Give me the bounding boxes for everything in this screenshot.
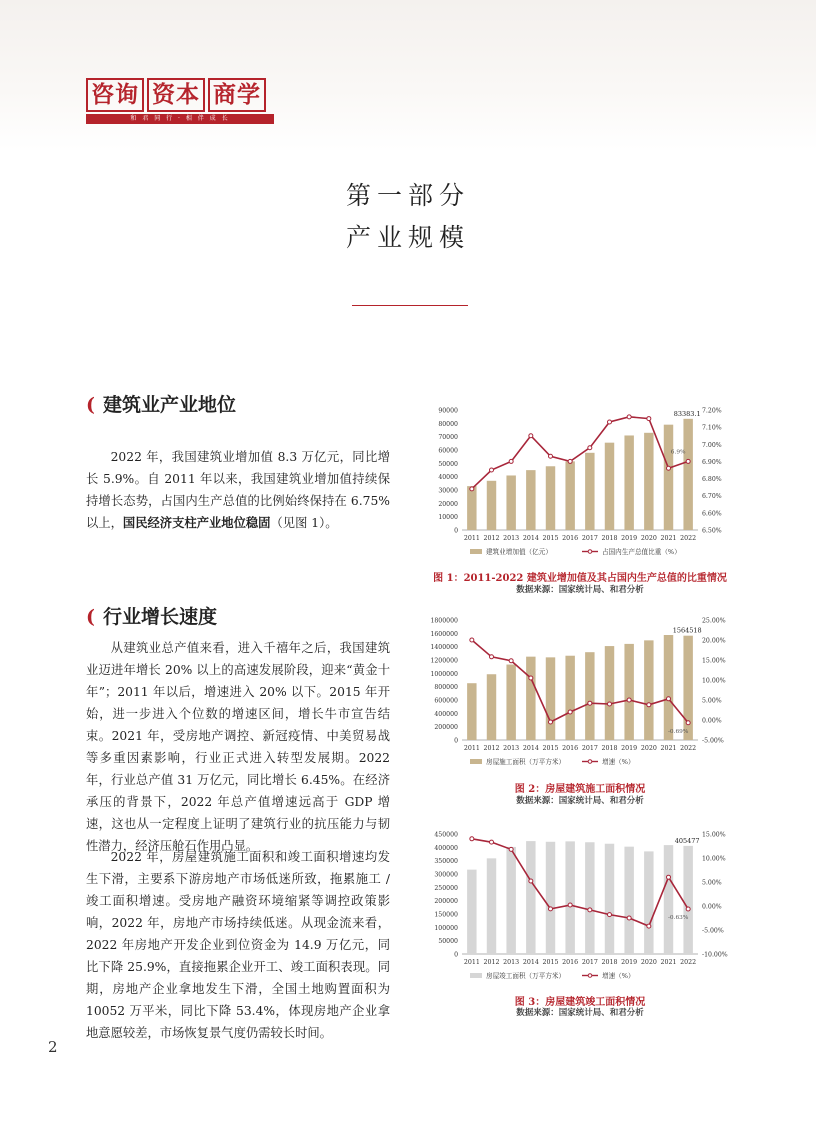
line-point <box>549 720 553 724</box>
data-label: 1564518 <box>672 626 702 635</box>
bar <box>585 453 594 530</box>
bar <box>506 665 515 740</box>
section-heading-2-text: 行业增长速度 <box>103 606 218 628</box>
bar <box>506 475 515 530</box>
logo-tagline: 和 君 同 行 · 相 伴 成 长 <box>86 114 274 124</box>
y-tick-left: 60000 <box>438 447 458 455</box>
chart-1 <box>420 402 740 564</box>
line-point <box>647 924 651 928</box>
data-label: 405477 <box>674 836 700 845</box>
x-tick-label: 2019 <box>621 959 638 966</box>
section-bullet-icon: ( <box>86 606 95 628</box>
y-tick-left: 90000 <box>438 407 458 415</box>
y-tick-right: -5.00% <box>702 737 724 745</box>
x-tick-label: 2018 <box>601 959 618 966</box>
y-tick-left: 1200000 <box>430 657 458 665</box>
series-line <box>472 640 688 723</box>
part-title: 第一部分 <box>345 181 470 210</box>
figure-1-caption: 图 1：2011-2022 建筑业增加值及其占国内生产总值的比重情况 <box>433 573 727 584</box>
x-tick-label: 2011 <box>463 745 480 752</box>
series-line <box>472 417 688 489</box>
x-tick-label: 2022 <box>680 745 697 752</box>
bar <box>565 461 574 530</box>
line-point <box>509 459 513 463</box>
bar <box>565 656 574 740</box>
y-tick-left: 1000000 <box>430 670 458 678</box>
logo-text-1: 咨询 <box>86 78 144 112</box>
bar <box>487 481 496 530</box>
x-tick-label: 2011 <box>463 535 480 542</box>
x-tick-label: 2014 <box>522 745 539 752</box>
x-tick-label: 2017 <box>581 535 598 542</box>
y-tick-left: 40000 <box>438 474 458 482</box>
section-1-text-bold: 国民经济支柱产业地位稳固 <box>122 515 271 530</box>
x-tick-label: 2018 <box>601 535 618 542</box>
y-tick-left: 600000 <box>434 697 458 705</box>
x-tick-label: 2016 <box>562 535 579 542</box>
data-label: -0.69% <box>667 728 689 735</box>
part-subtitle: 产业规模 <box>345 223 470 252</box>
y-tick-left: 100000 <box>434 924 458 932</box>
legend-marker <box>588 550 592 554</box>
figure-2-source: 数据来源：国家统计局、和君分析 <box>516 796 644 806</box>
line-point <box>490 655 494 659</box>
y-tick-left: 250000 <box>434 884 458 892</box>
y-tick-left: 150000 <box>434 911 458 919</box>
y-tick-left: 1400000 <box>430 644 458 652</box>
line-point <box>667 875 671 879</box>
x-tick-label: 2013 <box>503 535 520 542</box>
y-tick-right: 20.00% <box>702 637 726 645</box>
figure-2-caption: 图 2：房屋建筑施工面积情况 <box>514 784 646 795</box>
bar <box>605 844 614 954</box>
bar <box>683 419 692 530</box>
line-point <box>686 721 690 725</box>
x-tick-label: 2013 <box>503 959 520 966</box>
line-point <box>509 659 513 663</box>
legend-label: 房屋施工面积（万平方米） <box>486 758 566 766</box>
bar <box>526 657 535 740</box>
x-tick-label: 2015 <box>542 745 559 752</box>
x-tick-label: 2022 <box>680 959 697 966</box>
chart-2 <box>420 612 740 774</box>
legend-label: 占国内生产总值比重（%） <box>602 548 681 556</box>
line-point <box>470 487 474 491</box>
legend-label: 增速（%） <box>602 972 635 980</box>
y-tick-left: 400000 <box>434 844 458 852</box>
x-tick-label: 2019 <box>621 535 638 542</box>
x-tick-label: 2018 <box>601 745 618 752</box>
y-tick-right: 5.00% <box>702 697 722 705</box>
y-tick-right: 5.00% <box>702 879 722 887</box>
bar <box>546 466 555 530</box>
y-tick-right: 7.00% <box>702 441 722 449</box>
section-heading-1-text: 建筑业产业地位 <box>103 394 237 416</box>
line-point <box>647 703 651 707</box>
bar <box>605 443 614 530</box>
x-tick-label: 2019 <box>621 745 638 752</box>
bar <box>683 846 692 954</box>
y-tick-left: 50000 <box>438 938 458 946</box>
line-point <box>568 459 572 463</box>
x-tick-label: 2021 <box>660 959 677 966</box>
line-point <box>529 434 533 438</box>
y-tick-left: 450000 <box>434 831 458 839</box>
x-tick-label: 2020 <box>640 959 657 966</box>
data-label: 83383.1 <box>673 409 701 418</box>
y-tick-left: 0 <box>454 951 458 959</box>
y-tick-right: -5.00% <box>702 927 724 935</box>
bar <box>546 842 555 954</box>
x-tick-label: 2016 <box>562 959 579 966</box>
page-number: 2 <box>48 1038 58 1056</box>
logo-text-3: 商学 <box>208 78 266 112</box>
line-point <box>529 676 533 680</box>
line-point <box>667 697 671 701</box>
y-tick-left: 1800000 <box>430 617 458 625</box>
x-tick-label: 2014 <box>522 959 539 966</box>
y-tick-left: 10000 <box>438 514 458 522</box>
y-tick-left: 400000 <box>434 710 458 718</box>
legend-label: 建筑业增加值（亿元） <box>486 548 552 556</box>
x-tick-label: 2012 <box>483 959 500 966</box>
x-tick-label: 2022 <box>680 535 697 542</box>
bar <box>624 435 633 530</box>
bar <box>546 657 555 740</box>
chart-3 <box>420 826 740 988</box>
y-tick-left: 0 <box>454 527 458 535</box>
x-tick-label: 2014 <box>522 535 539 542</box>
legend-marker <box>588 760 592 764</box>
bar <box>565 841 574 954</box>
bar <box>644 433 653 530</box>
y-tick-left: 20000 <box>438 500 458 508</box>
y-tick-right: 10.00% <box>702 677 726 685</box>
x-tick-label: 2013 <box>503 745 520 752</box>
x-tick-label: 2021 <box>660 745 677 752</box>
section-1-paragraph <box>86 446 390 534</box>
figure-3-source: 数据来源：国家统计局、和君分析 <box>516 1008 644 1018</box>
x-tick-label: 2011 <box>463 959 480 966</box>
x-tick-label: 2015 <box>542 535 559 542</box>
series-line <box>472 839 688 926</box>
section-bullet-icon: ( <box>86 394 95 416</box>
y-tick-right: 0.00% <box>702 717 722 725</box>
line-point <box>549 907 553 911</box>
bar <box>644 851 653 954</box>
line-point <box>647 417 651 421</box>
line-point <box>549 454 553 458</box>
bar <box>585 842 594 954</box>
y-tick-right: 0.00% <box>702 903 722 911</box>
y-tick-right: 6.50% <box>702 527 722 535</box>
y-tick-right: 10.00% <box>702 855 726 863</box>
bar <box>664 635 673 740</box>
legend-marker <box>588 974 592 978</box>
line-point <box>627 415 631 419</box>
bar <box>506 847 515 954</box>
x-tick-label: 2020 <box>640 745 657 752</box>
line-point <box>608 702 612 706</box>
line-point <box>470 638 474 642</box>
y-tick-right: 6.90% <box>702 458 722 466</box>
line-point <box>470 837 474 841</box>
y-tick-left: 350000 <box>434 858 458 866</box>
y-tick-left: 800000 <box>434 684 458 692</box>
legend-label: 增速（%） <box>602 758 635 766</box>
x-tick-label: 2016 <box>562 745 579 752</box>
y-tick-left: 300000 <box>434 871 458 879</box>
section-2-paragraph-2: 2022 年，房屋建筑施工面积和竣工面积增速均发生下滑，主要系下游房地产市场低迷所致，拖累施工 / 竣工面积增速。受房地产融资环境缩紧等调控政策影响，2022 年，房地产市场持续低迷。从现金流来看，2022 年房地产开发企业到位资金为 14.9 万亿元，同比下降 25.9%，直接拖累企业开工、竣工面积表现。同期，房地产企业拿地发生下滑，全国土地购置面积为 10052 万平米，同比下降 53.4%，体现房地产企业拿地意愿较差，市场恢复景气度仍需较长时间。 <box>86 850 390 1040</box>
bar <box>467 683 476 740</box>
y-tick-right: 6.60% <box>702 510 722 518</box>
y-tick-right: 15.00% <box>702 657 726 665</box>
line-point <box>608 913 612 917</box>
bar <box>644 640 653 740</box>
x-tick-label: 2015 <box>542 959 559 966</box>
y-tick-right: 15.00% <box>702 831 726 839</box>
line-point <box>667 466 671 470</box>
y-tick-left: 30000 <box>438 487 458 495</box>
y-tick-right: 7.20% <box>702 407 722 415</box>
line-point <box>568 903 572 907</box>
y-tick-right: 6.80% <box>702 476 722 484</box>
line-point <box>588 701 592 705</box>
line-point <box>568 710 572 714</box>
line-point <box>588 446 592 450</box>
line-point <box>490 468 494 472</box>
line-point <box>627 916 631 920</box>
line-point <box>686 459 690 463</box>
section-1-text-a: 2022 年，我国建筑业增加值 8.3 万亿元，同比增长 5.9%。自 2011 年以来，我国建筑业增加值持续保持增长态势，占国内生产总值的比例始终保持在 6.75% 以上， <box>86 450 390 530</box>
x-tick-label: 2021 <box>660 535 677 542</box>
line-point <box>686 907 690 911</box>
logo-text-2: 资本 <box>147 78 205 112</box>
bar <box>585 652 594 740</box>
y-tick-left: 50000 <box>438 460 458 468</box>
y-tick-left: 200000 <box>434 724 458 732</box>
legend-swatch-bar <box>470 759 482 764</box>
figure-3-caption: 图 3：房屋建筑竣工面积情况 <box>514 997 646 1008</box>
y-tick-left: 1600000 <box>430 630 458 638</box>
section-1-text-b: （见图 1）。 <box>270 516 338 530</box>
line-point <box>509 847 513 851</box>
x-tick-label: 2012 <box>483 535 500 542</box>
section-2-paragraph-1: 从建筑业总产值来看，进入千禧年之后，我国建筑业迈进年增长 20% 以上的高速发展阶段，迎来“黄金十年”；2011 年以后，增速进入 20% 以下。2015 年开始，进一步进入个位数的增速区间，增长牛市宣告结束。2021 年，受房地产调控、新冠疫情、中美贸易战等多重因素影响，行业正式进入转型发展期。2022 年，行业总产值 31 万亿元，同比增长 6.45%。在经济承压的背景下，2022 年总产值增速远高于 GDP 增速，这也从一定程度上证明了建筑行业的抗压能力与韧性潜力，经济压舱石作用凸显。 <box>86 641 390 853</box>
y-tick-left: 80000 <box>438 420 458 428</box>
data-label: -0.63% <box>667 915 689 922</box>
bar <box>526 470 535 530</box>
data-label: 6.9% <box>670 449 686 456</box>
section-heading-2 <box>86 602 217 629</box>
y-tick-right: -10.00% <box>702 951 728 959</box>
bar <box>526 841 535 954</box>
x-tick-label: 2020 <box>640 535 657 542</box>
y-tick-right: 6.70% <box>702 493 722 501</box>
line-point <box>588 908 592 912</box>
title-divider <box>352 305 468 306</box>
figure-1-source: 数据来源：国家统计局、和君分析 <box>516 585 644 595</box>
y-tick-right: 25.00% <box>702 617 726 625</box>
line-point <box>490 840 494 844</box>
legend-swatch-bar <box>470 973 482 978</box>
section-heading-1 <box>86 390 236 417</box>
y-tick-right: 7.10% <box>702 424 722 432</box>
line-point <box>529 879 533 883</box>
bar <box>664 425 673 530</box>
logo <box>86 78 274 124</box>
line-point <box>608 420 612 424</box>
legend-label: 房屋竣工面积（万平方米） <box>486 972 566 980</box>
x-tick-label: 2012 <box>483 745 500 752</box>
y-tick-left: 0 <box>454 737 458 745</box>
x-tick-label: 2017 <box>581 745 598 752</box>
y-tick-left: 200000 <box>434 898 458 906</box>
bar <box>605 646 614 740</box>
bar <box>467 486 476 530</box>
bar <box>624 644 633 740</box>
bar <box>487 674 496 740</box>
bar <box>467 870 476 954</box>
header-background <box>0 0 816 150</box>
y-tick-left: 70000 <box>438 434 458 442</box>
legend-swatch-bar <box>470 549 482 554</box>
bar <box>624 847 633 954</box>
bar <box>487 858 496 954</box>
line-point <box>627 698 631 702</box>
x-tick-label: 2017 <box>581 959 598 966</box>
bar <box>664 845 673 954</box>
